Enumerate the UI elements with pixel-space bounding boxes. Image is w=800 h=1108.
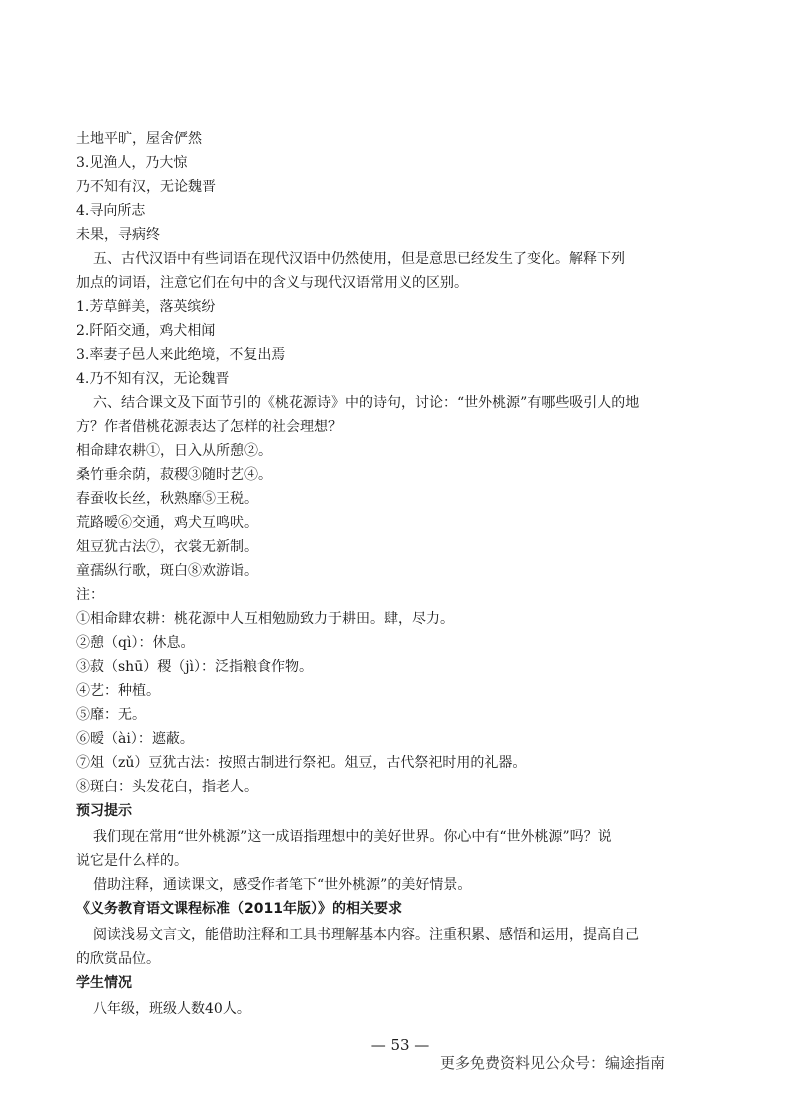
text-line: 说它是什么样的。 (76, 853, 188, 869)
question-5: 五、古代汉语中有些词语在现代汉语中仍然使用，但是意思已经发生了变化。解释下列 (93, 251, 625, 267)
text-line: 3.率妻子邑人来此绝境，不复出焉 (76, 347, 286, 363)
note-item: ⑤靡：无。 (76, 707, 146, 723)
text-line: 阅读浅易文言文，能借助注释和工具书理解基本内容。注重积累、感悟和运用，提高自己 (93, 927, 639, 943)
footer-note: 更多免费资料见公众号：编途指南 (440, 1054, 666, 1072)
note-item: ⑧斑白：头发花白，指老人。 (76, 779, 258, 795)
text-line: 4.乃不知有汉，无论魏晋 (76, 371, 230, 387)
note-item: ⑦俎（zǔ）豆犹古法：按照古制进行祭祀。俎豆，古代祭祀时用的礼器。 (76, 755, 527, 771)
text-line: 的欣赏品位。 (76, 951, 160, 967)
poem-line: 桑竹垂余荫，菽稷③随时艺④。 (76, 467, 272, 483)
section-heading-students: 学生情况 (76, 975, 132, 991)
text-line: 4.寻向所志 (76, 203, 146, 219)
text-line: 加点的词语，注意它们在句中的含义与现代汉语常用义的区别。 (76, 275, 468, 291)
text-line: 我们现在常用“世外桃源”这一成语指理想中的美好世界。你心中有“世外桃源”吗？说 (93, 829, 612, 845)
note-item: ⑥暧（ài）：遮蔽。 (76, 731, 194, 747)
poem-line: 童孺纵行歌，斑白⑧欢游诣。 (76, 563, 258, 579)
note-item: ④艺：种植。 (76, 683, 160, 699)
notes-label: 注： (76, 587, 104, 603)
text-line: 乃不知有汉，无论魏晋 (76, 179, 216, 195)
text-line: 方？作者借桃花源表达了怎样的社会理想？ (76, 419, 342, 435)
page-number: — 53 — (370, 1036, 430, 1054)
text-line: 2.阡陌交通，鸡犬相闻 (76, 323, 216, 339)
text-line: 借助注释，通读课文，感受作者笔下“世外桃源”的美好情景。 (93, 877, 472, 893)
text-line: 未果，寻病终 (76, 227, 160, 243)
question-6: 六、结合课文及下面节引的《桃花源诗》中的诗句，讨论：“世外桃源”有哪些吸引人的地 (93, 395, 640, 411)
poem-line: 荒路暧⑥交通，鸡犬互鸣吠。 (76, 515, 258, 531)
poem-line: 俎豆犹古法⑦，衣裳无新制。 (76, 539, 258, 555)
poem-line: 春蚕收长丝，秋熟靡⑤王税。 (76, 491, 258, 507)
note-item: ①相命肆农耕：桃花源中人互相勉励致力于耕田。肆，尽力。 (76, 611, 454, 627)
text-line: 土地平旷，屋舍俨然 (76, 131, 202, 147)
note-item: ③菽（shū）稷（jì）：泛指粮食作物。 (76, 659, 314, 675)
poem-line: 相命肆农耕①，日入从所憩②。 (76, 443, 272, 459)
text-line: 1.芳草鲜美，落英缤纷 (76, 299, 216, 315)
section-heading-standard: 《义务教育语文课程标准（2011年版）》的相关要求 (76, 901, 402, 917)
note-item: ②憩（qì）：休息。 (76, 635, 195, 651)
section-heading-preview: 预习提示 (76, 803, 132, 819)
text-line: 3.见渔人，乃大惊 (76, 155, 188, 171)
text-line: 八年级，班级人数40人。 (93, 1001, 251, 1017)
